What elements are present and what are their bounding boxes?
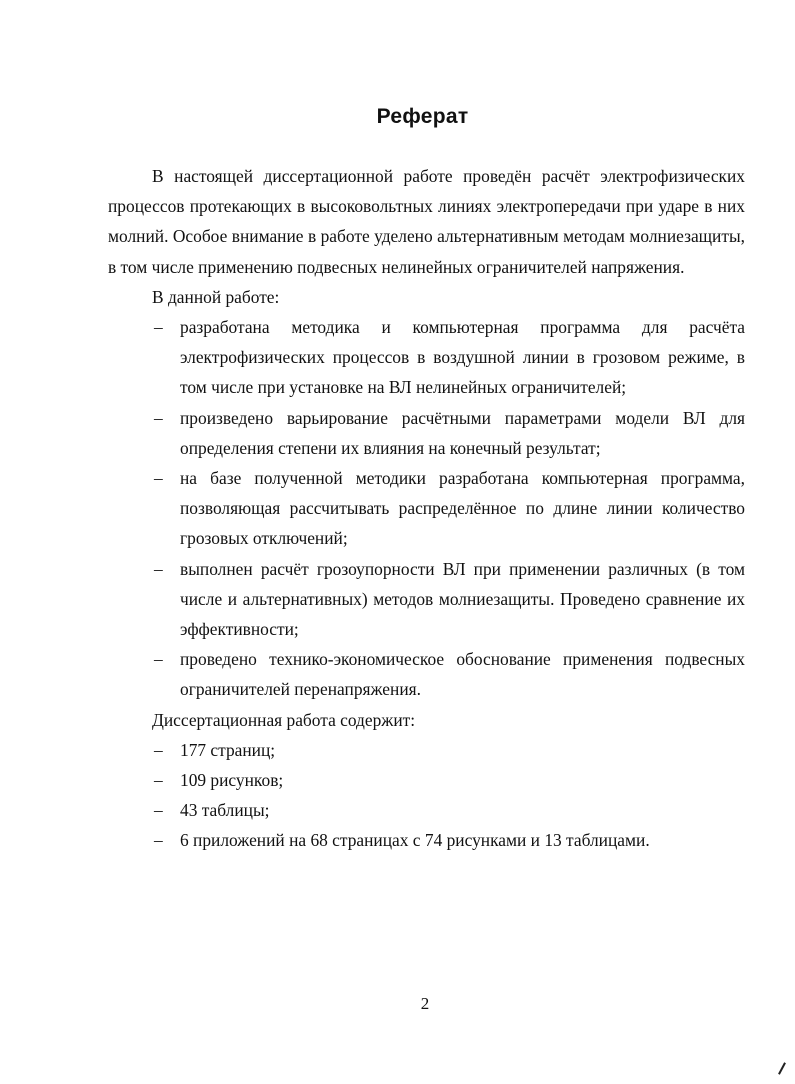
dash-marker: – (154, 649, 163, 670)
work-lead: В данной работе: (152, 286, 280, 307)
dash-marker: – (154, 317, 163, 338)
dash-marker: – (154, 770, 163, 791)
list-item-text: проведено технико-экономическое обоснование применения подвесных ограничителей перенапряжения. (180, 649, 745, 700)
scan-mark-icon (778, 1062, 786, 1074)
work-list (108, 312, 745, 705)
page-number: 2 (420, 994, 430, 1013)
list-item-text: на базе полученной методики разработана компьютерная программа, позволяющая рассчитывать распределённое по длине линии количество грозовых отключений; (180, 468, 745, 549)
list-item (108, 795, 745, 825)
dash-marker: – (154, 830, 163, 851)
intro-paragraph: В настоящей диссертационной работе проведён расчёт электрофизических процессов протекающих в высоковольтных линиях электропередачи при ударе в них молний. Особое внимание в работе уделено альтернативным методам молниезащиты, в том числе применению подвесных нелинейных ограничителей напряжения. (108, 166, 745, 277)
list-item (108, 735, 745, 765)
list-item-text: разработана методика и компьютерная программа для расчёта электрофизических процессов в воздушной линии в грозовом режиме, в том числе при установке на ВЛ нелинейных ограничителей; (180, 317, 745, 398)
dash-marker: – (154, 468, 163, 489)
contents-lead: Диссертационная работа содержит: (152, 709, 416, 730)
list-item (108, 644, 745, 704)
list-item-text: выполнен расчёт грозоупорности ВЛ при применении различных (в том числе и альтернативных) методов молниезащиты. Проведено сравнение их эффективности; (180, 558, 745, 640)
dash-marker: – (154, 800, 163, 821)
list-item (108, 403, 745, 463)
page-title: Реферат (376, 105, 469, 128)
contents-list (108, 735, 745, 856)
list-item-text: 109 рисунков; (180, 770, 284, 791)
dash-marker: – (154, 739, 163, 760)
list-item-text: 177 страниц; (180, 739, 276, 760)
dash-marker: – (154, 407, 163, 428)
list-item-text: 43 таблицы; (180, 800, 270, 821)
list-item-text: произведено варьирование расчётными параметрами модели ВЛ для определения степени их влияния на конечный результат; (180, 407, 745, 458)
list-item (108, 463, 745, 554)
list-item-text: 6 приложений на 68 страницах с 74 рисунками и 13 таблицами. (180, 830, 650, 851)
list-item (108, 825, 745, 855)
list-item (108, 312, 745, 403)
list-item (108, 765, 745, 795)
list-item (108, 554, 745, 645)
dash-marker: – (154, 558, 163, 579)
body-text (108, 161, 745, 856)
